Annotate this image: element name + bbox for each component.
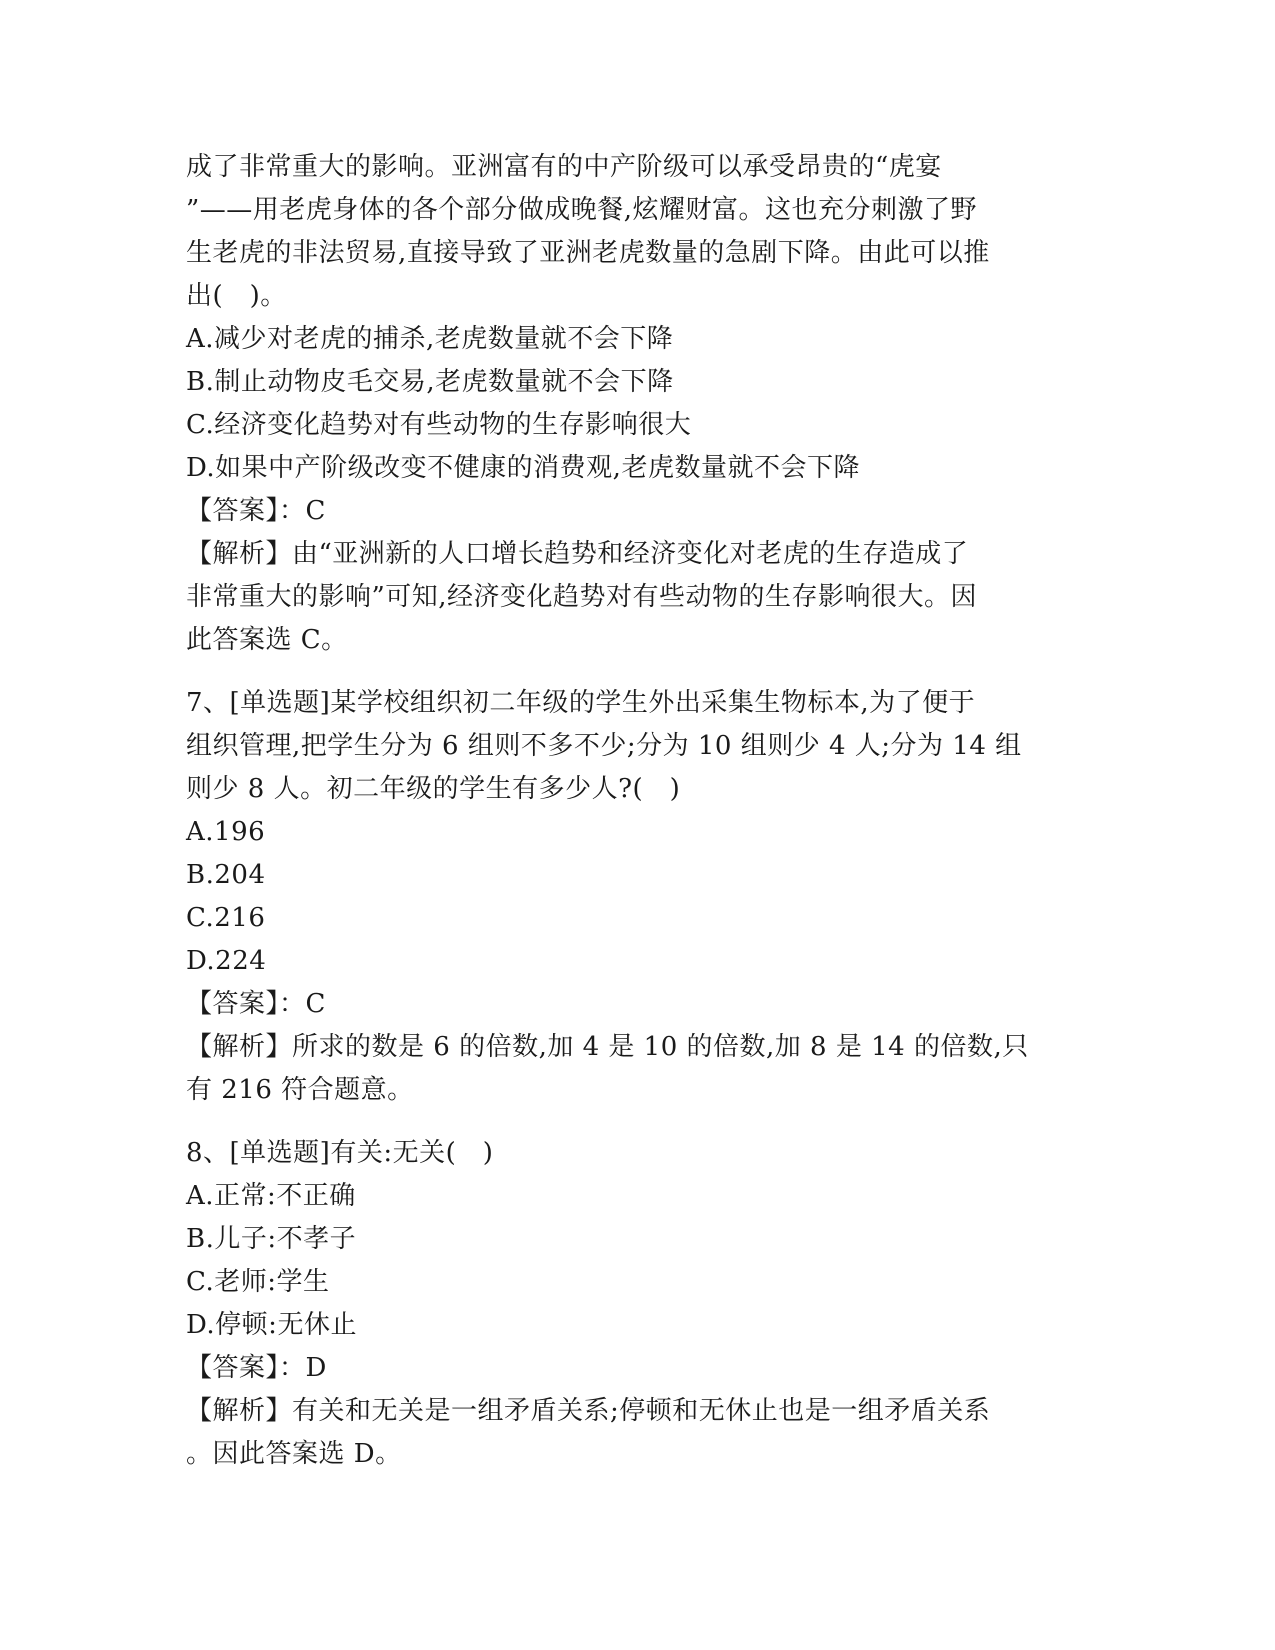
analysis-line: 此答案选 C。 bbox=[186, 625, 348, 655]
analysis-line: 【解析】所求的数是 6 的倍数,加 4 是 10 的倍数,加 8 是 14 的倍数,只 bbox=[186, 1032, 1029, 1062]
option-d: D.224 bbox=[186, 946, 267, 976]
analysis-line: 有 216 符合题意。 bbox=[186, 1075, 414, 1105]
question-6-continued bbox=[186, 146, 1076, 662]
option-c: C.经济变化趋势对有些动物的生存影响很大 bbox=[186, 410, 692, 440]
question-stem-line: 生老虎的非法贸易,直接导致了亚洲老虎数量的急剧下降。由此可以推 bbox=[186, 238, 990, 268]
analysis-line: 。因此答案选 D。 bbox=[186, 1439, 402, 1469]
question-stem-line: 组织管理,把学生分为 6 组则不多不少;分为 10 组则少 4 人;分为 14 组 bbox=[186, 731, 1022, 761]
option-d: D.停顿:无休止 bbox=[186, 1310, 357, 1340]
option-a: A.正常:不正确 bbox=[186, 1181, 356, 1211]
option-c: C.216 bbox=[186, 903, 266, 933]
option-d: D.如果中产阶级改变不健康的消费观,老虎数量就不会下降 bbox=[186, 453, 860, 483]
question-stem-line: 出( )。 bbox=[186, 281, 287, 311]
analysis-line: 【解析】由“亚洲新的人口增长趋势和经济变化对老虎的生存造成了 bbox=[186, 539, 969, 569]
option-a: A.196 bbox=[186, 817, 266, 847]
option-c: C.老师:学生 bbox=[186, 1267, 330, 1297]
option-b: B.制止动物皮毛交易,老虎数量就不会下降 bbox=[186, 367, 674, 397]
answer: 【答案】：C bbox=[186, 989, 326, 1019]
analysis-line: 非常重大的影响”可知,经济变化趋势对有些动物的生存影响很大。因 bbox=[186, 582, 978, 612]
question-stem-line: 7、[单选题]某学校组织初二年级的学生外出采集生物标本,为了便于 bbox=[186, 688, 976, 718]
option-b: B.204 bbox=[186, 860, 266, 890]
spacer bbox=[186, 662, 1076, 682]
answer: 【答案】：C bbox=[186, 496, 326, 526]
question-7 bbox=[186, 682, 1076, 1112]
question-stem-line: ”——用老虎身体的各个部分做成晚餐,炫耀财富。这也充分刺激了野 bbox=[186, 195, 978, 225]
question-stem-line: 则少 8 人。初二年级的学生有多少人?( ) bbox=[186, 774, 681, 804]
option-a: A.减少对老虎的捕杀,老虎数量就不会下降 bbox=[186, 324, 674, 354]
question-stem-line: 8、[单选题]有关:无关( ) bbox=[186, 1138, 494, 1168]
option-b: B.儿子:不孝子 bbox=[186, 1224, 357, 1254]
spacer bbox=[186, 1112, 1076, 1132]
question-stem-line: 成了非常重大的影响。亚洲富有的中产阶级可以承受昂贵的“虎宴 bbox=[186, 152, 942, 182]
document-page bbox=[186, 146, 1076, 1476]
analysis-line: 【解析】有关和无关是一组矛盾关系;停顿和无休止也是一组矛盾关系 bbox=[186, 1396, 991, 1426]
question-8 bbox=[186, 1132, 1076, 1476]
answer: 【答案】：D bbox=[186, 1353, 327, 1383]
